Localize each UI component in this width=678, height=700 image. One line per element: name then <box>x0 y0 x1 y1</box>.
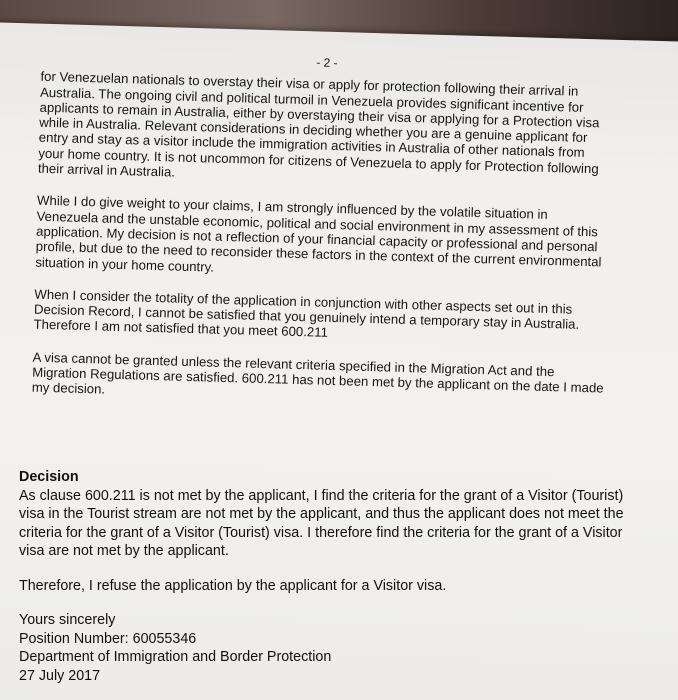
position-number: Position Number: 60055346 <box>19 630 197 647</box>
refusal-paragraph: Therefore, I refuse the application by the applicant for a Visitor visa. <box>19 577 447 594</box>
decision-paragraph: As clause 600.211 is not met by the applicant, I find the criteria for the grant of a Visitor (Tourist) visa in the Tourist stream are not met by the applicant, and thus the applicant does not meet the criteria for the grant of a Visitor (Tourist) visa. I therefore find the criteria for the grant of a Visitor visa are not met by the applicant. <box>19 487 624 559</box>
signoff-block <box>19 611 639 685</box>
letter-date: 27 July 2017 <box>19 667 101 684</box>
department-name: Department of Immigration and Border Protection <box>19 649 332 665</box>
paragraph-claims-weight: While I do give weight to your claims, I am strongly influenced by the volatile situation in Venezuela and the unstable economic, political and social environment in my assessment of this application. My decision is not a reflection of your financial capacity or professional and personal profile, but due to the need to reconsider these factors in the context of the current environmental situation in your home country. <box>35 193 602 275</box>
decision-heading: Decision <box>19 469 79 485</box>
page-number: - 2 - <box>316 55 338 70</box>
paragraph-venezuela-overstay: for Venezuelan nationals to overstay their visa or apply for protection following their arrival in Australia. The ongoing civil and political turmoil in Venezuela provides significant incentive for applicants to remain in Australia, either by overstaying their visa or applying for a Protection visa while in Australia. Relevant considerations in deciding whether you are a genuine applicant for entry and stay as a visitor include the immigration activities in Australia of other nationals from your home country. It is not uncommon for citizens of Venezuela to apply for Protection following their arrival in Australia. <box>37 69 600 180</box>
letter-lower-body <box>19 468 639 685</box>
paragraph-totality: When I consider the totality of the application in conjunction with other aspects set out in this Decision Record, I cannot be satisfied that you genuinely intend a temporary stay in Australia. Therefore I am not satisfied that you meet 600.211 <box>33 286 580 341</box>
closing-line: Yours sincerely <box>19 612 116 628</box>
letter-upper-body <box>31 48 613 428</box>
paragraph-criteria: A visa cannot be granted unless the relevant criteria specified in the Migration Act and the Migration Regulations are satisfied. 600.211 has not been met by the applicant on the date I made my decision. <box>31 349 604 397</box>
